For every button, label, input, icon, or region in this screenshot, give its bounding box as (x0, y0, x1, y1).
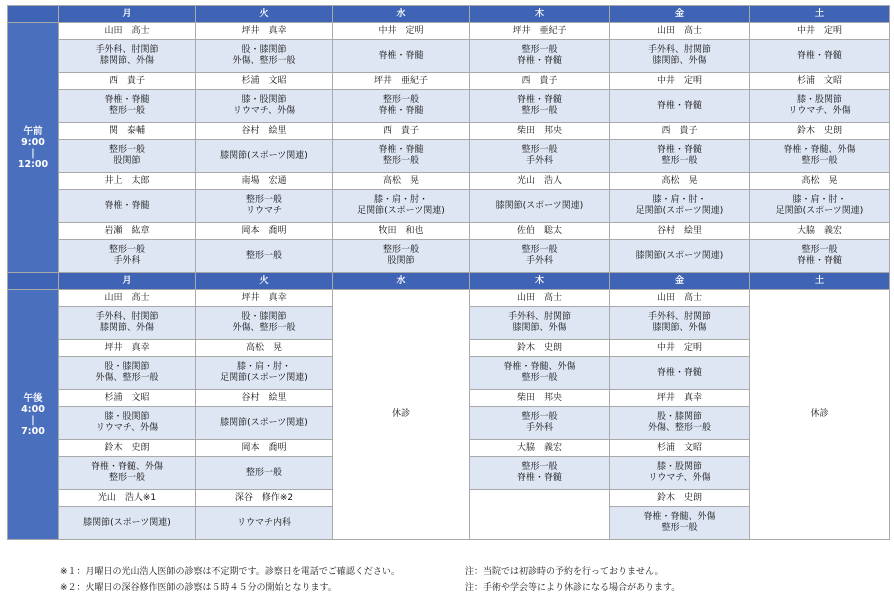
doctor-name: 高松 晃 (196, 340, 333, 357)
doctor-specialty (59, 90, 196, 123)
doctor-specialty (470, 307, 610, 340)
doctor-name: 杉浦 文昭 (59, 390, 196, 407)
doctor-specialty (59, 240, 196, 273)
doctor-name: 山田 高士 (59, 23, 196, 40)
specialty-line: 外傷、整形一般 (95, 373, 159, 383)
doctor-specialty (470, 140, 610, 173)
doctor-name: 高松 晃 (333, 173, 470, 190)
specialty-line: 脊椎・脊髄 (516, 473, 562, 483)
specialty-line: 脊椎・脊髄 (656, 145, 702, 155)
afternoon-period-label (8, 290, 59, 540)
specialty-line: 脊椎・脊髄、外傷 (90, 462, 163, 472)
doctor-specialty (196, 140, 333, 173)
morning-doctor-row (8, 123, 890, 140)
doctor-specialty (333, 40, 470, 73)
specialty-line: 外傷、整形一般 (232, 323, 296, 333)
doctor-name: 中井 定明 (610, 73, 750, 90)
doctor-specialty (470, 240, 610, 273)
doctor-name: 杉浦 文昭 (196, 73, 333, 90)
doctor-specialty (750, 190, 890, 223)
specialty-line: 脊椎・脊髄、外傷 (783, 145, 856, 155)
doctor-specialty (333, 190, 470, 223)
specialty-line: 膝・股関節 (656, 462, 702, 472)
specialty-line: 整形一般 (245, 195, 282, 205)
doctor-name: 岡本 喬明 (196, 223, 333, 240)
specialty-line: 手外科 (525, 423, 553, 433)
specialty-line: 整形一般 (108, 106, 145, 116)
empty-cell (470, 490, 610, 540)
doctor-name: 坪井 真幸 (59, 340, 196, 357)
doctor-specialty (59, 357, 196, 390)
doctor-name: 谷村 絵里 (196, 123, 333, 140)
specialty-line: リウマチ、外傷 (788, 106, 851, 116)
doctor-name: 山田 高士 (59, 290, 196, 307)
doctor-name: 柴田 邦央 (470, 123, 610, 140)
footnotes-right (465, 564, 885, 596)
doctor-specialty (196, 40, 333, 73)
day-header: 月 (59, 273, 196, 290)
day-header: 金 (610, 6, 750, 23)
doctor-specialty (59, 407, 196, 440)
specialty-line: 整形一般 (521, 106, 558, 116)
period-line: 9:00 (21, 136, 45, 148)
schedule-table (7, 5, 890, 540)
specialty-line: 手外科 (525, 256, 553, 266)
specialty-line: 脊椎・脊髄 (656, 367, 702, 378)
doctor-name: 西 貴子 (470, 73, 610, 90)
doctor-name: 高松 晃 (750, 173, 890, 190)
doctor-specialty (333, 240, 470, 273)
day-header: 水 (333, 273, 470, 290)
day-header: 木 (470, 273, 610, 290)
specialty-line: 膝関節(スポーツ関連) (83, 517, 171, 528)
doctor-specialty (59, 507, 196, 540)
doctor-name: 坪井 真幸 (196, 23, 333, 40)
doctor-specialty (470, 190, 610, 223)
period-line: | (31, 414, 35, 426)
specialty-line: 手外科、肘関節 (95, 45, 159, 55)
specialty-line: 脊椎・脊髄 (796, 256, 842, 266)
header-corner (8, 6, 59, 23)
specialty-line: リウマチ、外傷 (232, 106, 296, 116)
specialty-line: 整形一般 (521, 245, 558, 255)
doctor-specialty (59, 190, 196, 223)
specialty-line: 股・膝関節 (241, 45, 287, 55)
specialty-line: 手外科 (525, 156, 553, 166)
doctor-name: 柴田 邦央 (470, 390, 610, 407)
doctor-specialty (610, 307, 750, 340)
doctor-specialty (750, 90, 890, 123)
doctor-name: 高松 晃 (610, 173, 750, 190)
doctor-name: 谷村 絵里 (610, 223, 750, 240)
doctor-specialty (196, 90, 333, 123)
specialty-line: 膝・股関節 (796, 95, 842, 105)
schedule-wrapper (7, 5, 889, 593)
day-header: 水 (333, 6, 470, 23)
period-line: 午前 (23, 125, 43, 137)
note-first-visit: 注：当院では初診時の予約を行っておりません。 (465, 567, 664, 577)
specialty-line: 股関節 (113, 156, 141, 166)
period-line: 4:00 (21, 403, 45, 415)
specialty-line: 整形一般 (521, 462, 558, 472)
footnote-1: ※１：月曜日の光山浩人医師の診察は不定期です。診察日を電話でご確認ください。 (60, 567, 400, 577)
specialty-line: 脊椎・脊髄 (378, 50, 424, 61)
doctor-specialty (470, 457, 610, 490)
doctor-name: 鈴木 史朗 (59, 440, 196, 457)
doctor-name: 西 貴子 (59, 73, 196, 90)
doctor-specialty (59, 40, 196, 73)
morning-doctor-row (8, 23, 890, 40)
doctor-name: 山田 高士 (610, 290, 750, 307)
doctor-name: 鈴木 史朗 (610, 490, 750, 507)
doctor-name: 鈴木 史朗 (470, 340, 610, 357)
doctor-specialty (610, 240, 750, 273)
doctor-name: 大脇 義宏 (470, 440, 610, 457)
specialty-line: 脊椎・脊髄 (378, 145, 424, 155)
footnote-2: ※２：火曜日の深谷修作医師の診察は５時４５分の開始となります。 (60, 583, 337, 593)
specialty-line: 足関節(スポーツ関連) (220, 373, 308, 383)
doctor-specialty (196, 507, 333, 540)
specialty-line: 整形一般 (801, 156, 838, 166)
day-header: 火 (196, 6, 333, 23)
doctor-specialty (610, 140, 750, 173)
period-line: 午後 (23, 392, 43, 404)
specialty-line: 手外科、肘関節 (507, 312, 571, 322)
doctor-specialty (470, 407, 610, 440)
day-header: 木 (470, 6, 610, 23)
specialty-line: リウマチ、外傷 (95, 423, 159, 433)
doctor-specialty (610, 40, 750, 73)
doctor-specialty (750, 40, 890, 73)
specialty-line: 足関節(スポーツ関連) (357, 206, 445, 216)
specialty-line: 股・膝関節 (104, 362, 150, 372)
doctor-name: 南場 宏通 (196, 173, 333, 190)
specialty-line: 足関節(スポーツ関連) (635, 206, 724, 216)
doctor-name: 光山 浩人※1 (59, 490, 196, 507)
specialty-line: 脊椎・脊髄 (104, 200, 150, 211)
doctor-specialty (610, 507, 750, 540)
day-header: 土 (750, 273, 890, 290)
specialty-line: 整形一般 (382, 156, 419, 166)
specialty-line: 整形一般 (521, 373, 558, 383)
specialty-line: 整形一般 (108, 473, 145, 483)
morning-specialty-row (8, 240, 890, 273)
specialty-line: 脊椎・脊髄、外傷 (643, 512, 716, 522)
doctor-name: 坪井 亜紀子 (470, 23, 610, 40)
specialty-line: 整形一般 (382, 245, 419, 255)
specialty-line: 手外科 (113, 256, 141, 266)
doctor-name: 深谷 修作※2 (196, 490, 333, 507)
specialty-line: 膝関節、外傷 (99, 56, 154, 66)
doctor-specialty (470, 90, 610, 123)
doctor-specialty (196, 307, 333, 340)
specialty-line: 整形一般 (245, 250, 282, 261)
doctor-specialty (610, 190, 750, 223)
specialty-line: 膝関節、外傷 (512, 323, 567, 333)
specialty-line: 膝・股関節 (104, 412, 150, 422)
doctor-specialty (750, 240, 890, 273)
doctor-name: 杉浦 文昭 (750, 73, 890, 90)
specialty-line: 膝関節、外傷 (652, 323, 707, 333)
specialty-line: 膝関節(スポーツ関連) (220, 150, 308, 161)
doctor-name: 中井 定明 (333, 23, 470, 40)
doctor-name: 山田 高士 (610, 23, 750, 40)
morning-doctor-row (8, 173, 890, 190)
specialty-line: 股関節 (387, 256, 415, 266)
specialty-line: 膝関節(スポーツ関連) (220, 417, 308, 428)
specialty-line: 整形一般 (108, 145, 145, 155)
doctor-specialty (59, 457, 196, 490)
day-header: 土 (750, 6, 890, 23)
afternoon-header-row (8, 273, 890, 290)
doctor-specialty (610, 457, 750, 490)
morning-doctor-row (8, 73, 890, 90)
note-closure: 注：手術や学会等により休診になる場合があります。 (465, 583, 681, 593)
specialty-line: 脊椎・脊髄、外傷 (503, 362, 576, 372)
doctor-specialty (59, 140, 196, 173)
doctor-name: 中井 定明 (610, 340, 750, 357)
doctor-specialty (59, 307, 196, 340)
specialty-line: 外傷、整形一般 (232, 56, 296, 66)
period-line: 12:00 (17, 158, 49, 170)
morning-doctor-row (8, 223, 890, 240)
doctor-specialty (196, 457, 333, 490)
specialty-line: 脊椎・脊髄 (796, 50, 842, 61)
doctor-specialty (333, 90, 470, 123)
specialty-line: 膝・肩・肘・ (373, 195, 428, 205)
morning-specialty-row (8, 140, 890, 173)
schedule-body (8, 6, 890, 540)
doctor-specialty (610, 90, 750, 123)
specialty-line: 膝関節(スポーツ関連) (495, 200, 584, 211)
day-header: 月 (59, 6, 196, 23)
doctor-name: 中井 定明 (750, 23, 890, 40)
specialty-line: 脊椎・脊髄 (656, 100, 702, 111)
specialty-line: 足関節(スポーツ関連) (775, 206, 864, 216)
doctor-name: 山田 高士 (470, 290, 610, 307)
morning-specialty-row (8, 90, 890, 123)
period-line: | (31, 147, 35, 159)
doctor-specialty (470, 40, 610, 73)
morning-period-label (8, 23, 59, 273)
specialty-line: 脊椎・脊髄 (516, 56, 562, 66)
specialty-line: 膝関節、外傷 (99, 323, 154, 333)
doctor-name: 井上 太郎 (59, 173, 196, 190)
day-header: 金 (610, 273, 750, 290)
specialty-line: 整形一般 (801, 245, 838, 255)
doctor-specialty (610, 357, 750, 390)
day-header: 火 (196, 273, 333, 290)
specialty-line: 整形一般 (521, 45, 558, 55)
specialty-line: 膝・肩・肘・ (792, 195, 847, 205)
specialty-line: リウマチ内科 (236, 517, 291, 528)
specialty-line: 整形一般 (521, 145, 558, 155)
specialty-line: 整形一般 (661, 523, 698, 533)
closed-cell: 休診 (333, 290, 470, 540)
specialty-line: 手外科、肘関節 (647, 312, 711, 322)
specialty-line: 股・膝関節 (656, 412, 702, 422)
specialty-line: リウマチ、外傷 (648, 473, 711, 483)
doctor-name: 大脇 義宏 (750, 223, 890, 240)
afternoon-row (8, 290, 890, 307)
morning-specialty-row (8, 190, 890, 223)
doctor-specialty (196, 357, 333, 390)
doctor-name: 坪井 真幸 (196, 290, 333, 307)
specialty-line: 整形一般 (245, 467, 282, 478)
doctor-name: 関 泰輔 (59, 123, 196, 140)
specialty-line: 整形一般 (108, 245, 145, 255)
doctor-name: 杉浦 文昭 (610, 440, 750, 457)
specialty-line: 整形一般 (521, 412, 558, 422)
specialty-line: 膝関節、外傷 (652, 56, 707, 66)
specialty-line: 整形一般 (382, 95, 419, 105)
specialty-line: 膝関節(スポーツ関連) (635, 250, 724, 261)
doctor-specialty (196, 240, 333, 273)
morning-specialty-row (8, 40, 890, 73)
doctor-specialty (750, 140, 890, 173)
morning-header-row (8, 6, 890, 23)
doctor-specialty (333, 140, 470, 173)
period-line: 7:00 (21, 425, 45, 437)
specialty-line: 外傷、整形一般 (647, 423, 711, 433)
doctor-specialty (196, 407, 333, 440)
specialty-line: 手外科、肘関節 (647, 45, 711, 55)
doctor-specialty (196, 190, 333, 223)
doctor-name: 佐伯 聡太 (470, 223, 610, 240)
closed-cell: 休診 (750, 290, 890, 540)
footnotes-left (60, 564, 460, 596)
doctor-name: 光山 浩人 (470, 173, 610, 190)
specialty-line: 脊椎・脊髄 (378, 106, 424, 116)
doctor-name: 鈴木 史朗 (750, 123, 890, 140)
specialty-line: リウマチ (245, 206, 282, 216)
specialty-line: 膝・股関節 (241, 95, 287, 105)
doctor-name: 岡本 喬明 (196, 440, 333, 457)
doctor-name: 坪井 真幸 (610, 390, 750, 407)
specialty-line: 股・膝関節 (241, 312, 287, 322)
specialty-line: 膝・肩・肘・ (652, 195, 707, 205)
specialty-line: 整形一般 (661, 156, 698, 166)
header-corner (8, 273, 59, 290)
doctor-name: 谷村 絵里 (196, 390, 333, 407)
doctor-name: 西 貴子 (610, 123, 750, 140)
specialty-line: 膝・肩・肘・ (236, 362, 291, 372)
specialty-line: 脊椎・脊髄 (516, 95, 562, 105)
doctor-name: 岩瀬 紘章 (59, 223, 196, 240)
doctor-name: 牧田 和也 (333, 223, 470, 240)
specialty-line: 脊椎・脊髄 (104, 95, 150, 105)
doctor-name: 坪井 亜紀子 (333, 73, 470, 90)
doctor-name: 西 貴子 (333, 123, 470, 140)
specialty-line: 手外科、肘関節 (95, 312, 159, 322)
doctor-specialty (610, 407, 750, 440)
doctor-specialty (470, 357, 610, 390)
